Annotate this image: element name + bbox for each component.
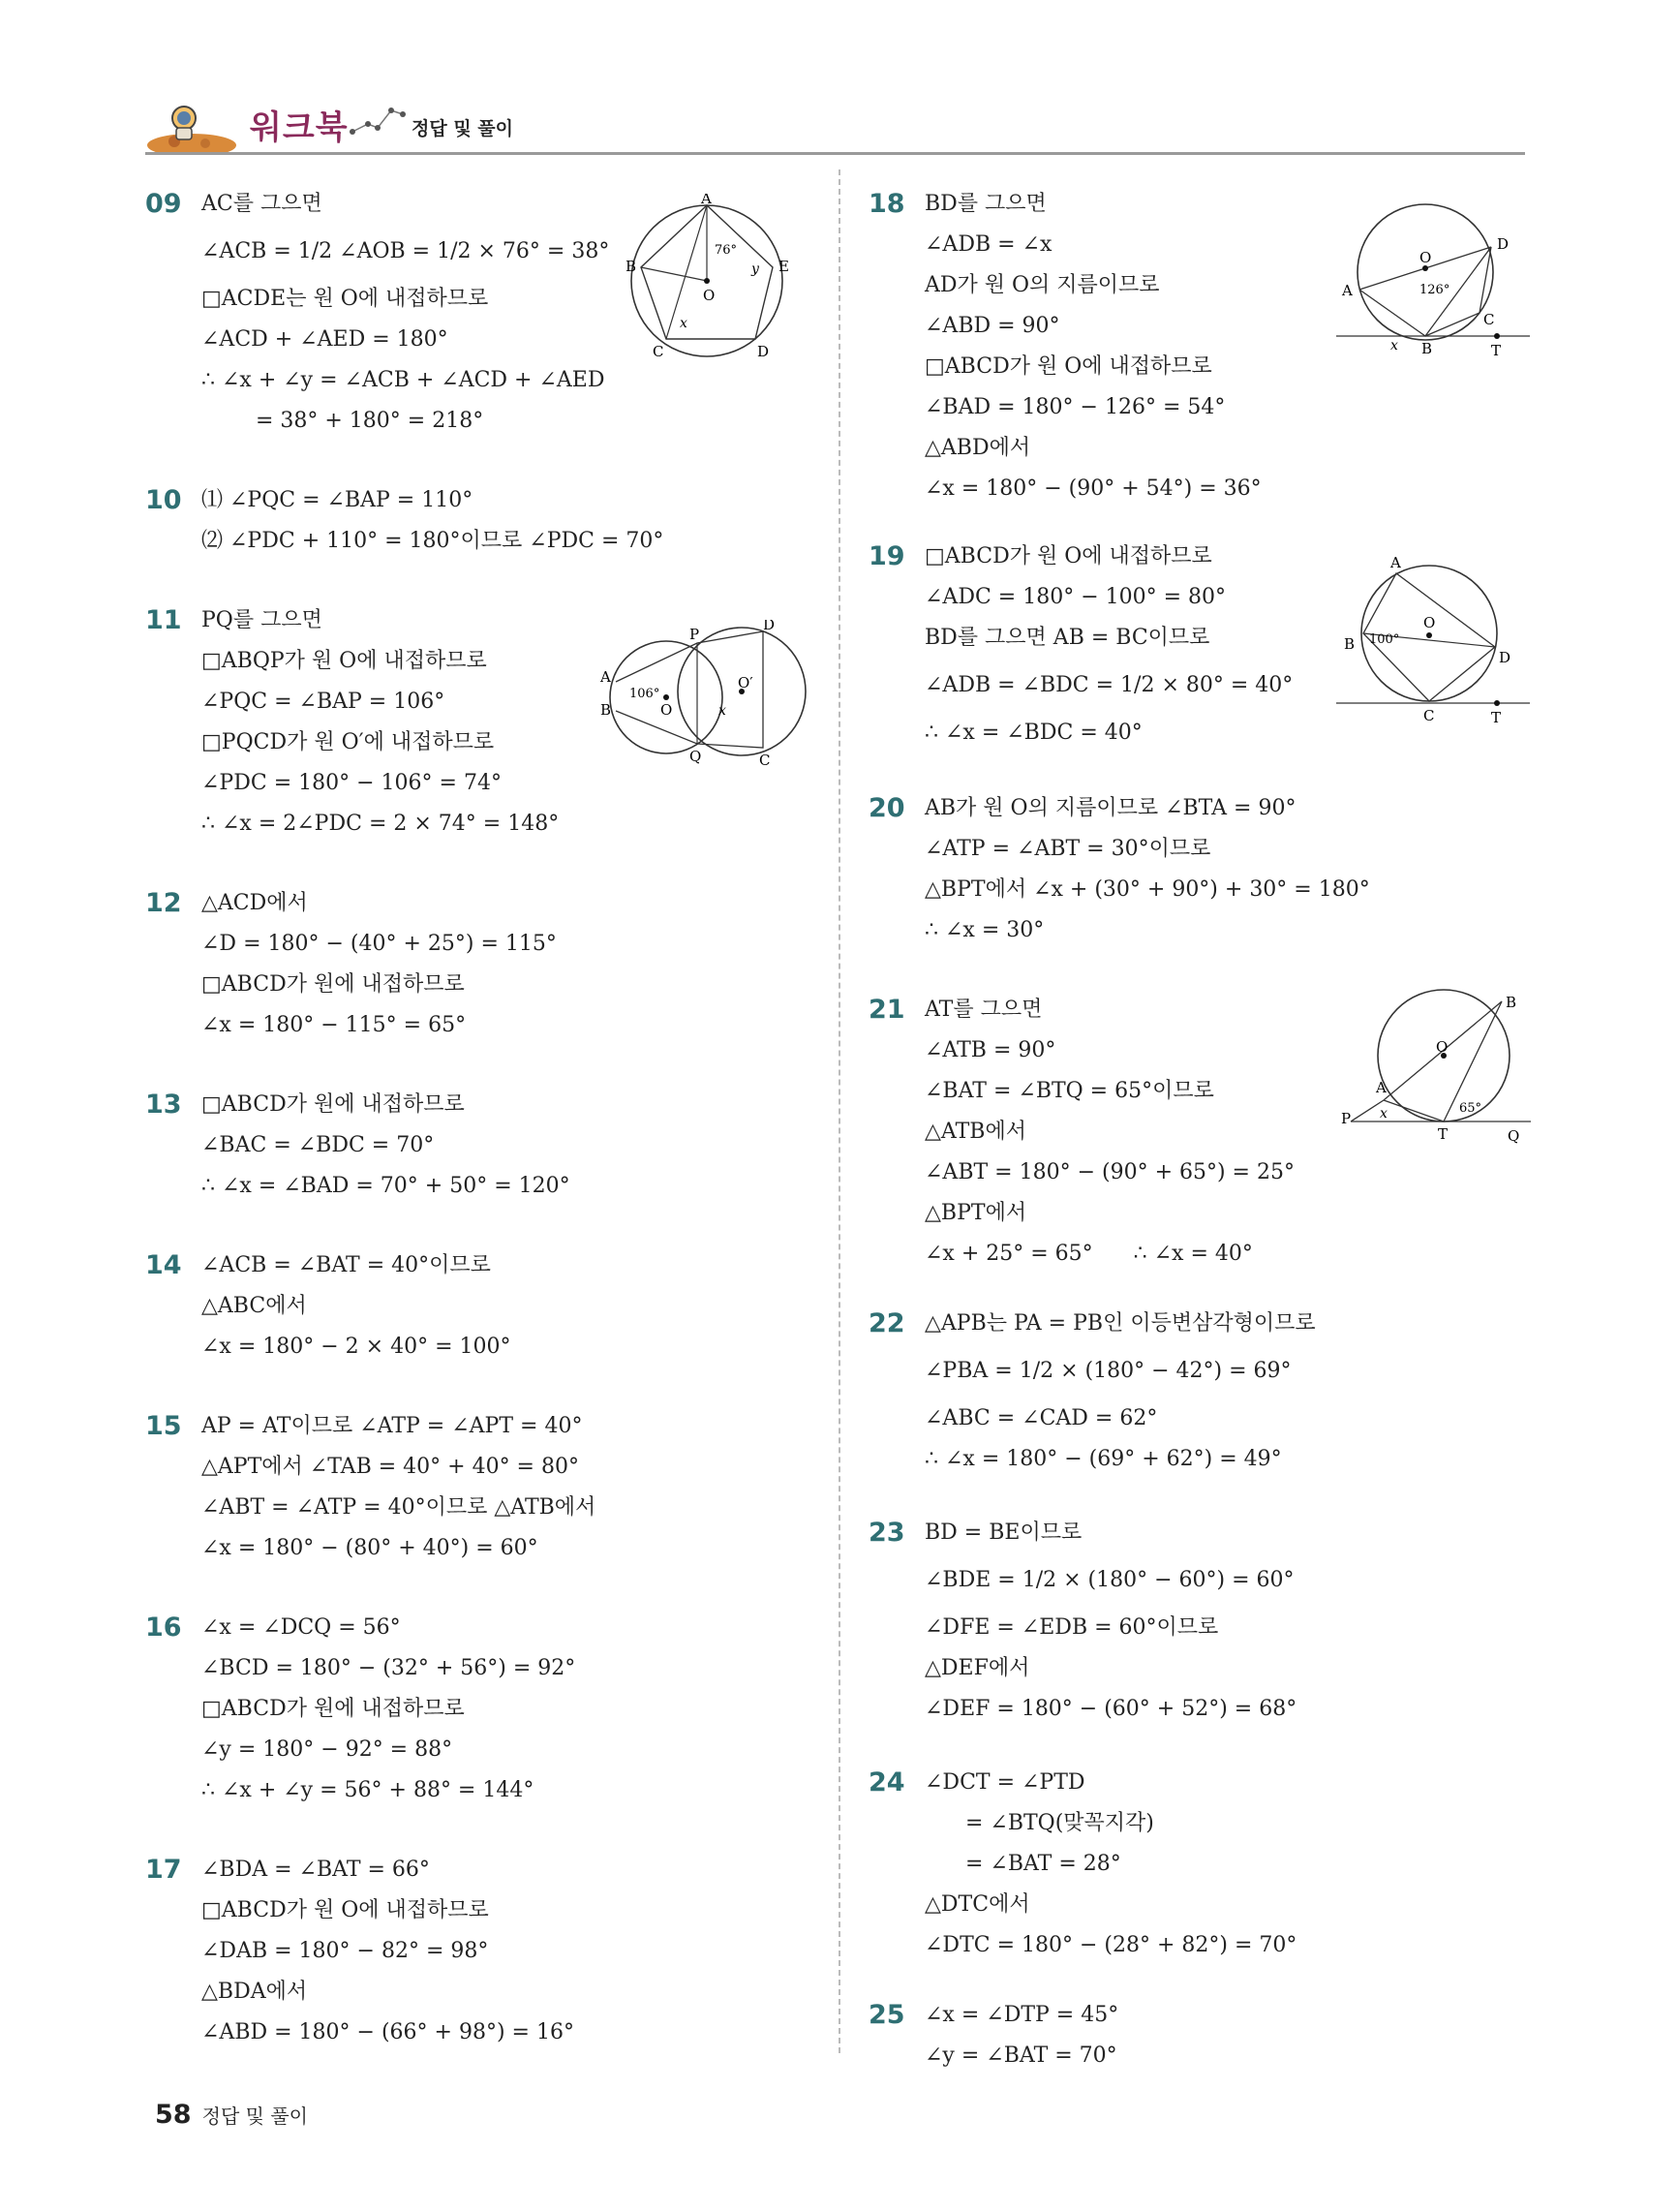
fig09-label-O: O	[703, 287, 716, 304]
fig19-label-T: T	[1491, 709, 1502, 726]
header-rule	[145, 152, 1525, 155]
problem-number: 14	[145, 1250, 182, 1280]
solution-line: △ABC에서	[201, 1294, 307, 1318]
astronaut-icon	[145, 97, 242, 155]
solution-line: □ACDE는 원 O에 내접하므로	[201, 287, 489, 311]
solution-line: ∠DTC = 180° − (28° + 82°) = 70°	[925, 1933, 1297, 1957]
problem-number: 20	[869, 793, 905, 823]
figure-19	[1336, 552, 1530, 726]
page-number: 58	[155, 2100, 192, 2130]
problem-12	[145, 883, 804, 1046]
solution-line: ∠BAT = ∠BTQ = 65°이므로	[925, 1079, 1214, 1103]
solution-line: ∠x = ∠DTP = 45°	[925, 2003, 1119, 2027]
solution-line: = 38° + 180° = 218°	[201, 409, 484, 433]
fig21-label-O: O	[1436, 1038, 1449, 1056]
fig09-label-x: x	[680, 316, 687, 331]
solution-line: △ATB에서	[925, 1120, 1026, 1144]
problem-number: 22	[869, 1308, 905, 1338]
solution-line: ∠DEF = 180° − (60° + 52°) = 68°	[925, 1697, 1297, 1721]
solution-line: ∠ABT = ∠ATP = 40°이므로 △ATB에서	[201, 1495, 596, 1520]
fig19-label-angle: 100°	[1369, 632, 1400, 647]
problem-24	[869, 1763, 1527, 1966]
solution-line: ∠BAD = 180° − 126° = 54°	[925, 395, 1226, 419]
fig21-label-Q: Q	[1508, 1127, 1520, 1145]
fig21-label-T: T	[1438, 1125, 1449, 1143]
solution-line: ∠y = 180° − 92° = 88°	[201, 1737, 453, 1762]
solution-line: ∠ADC = 180° − 100° = 80°	[925, 585, 1227, 609]
fig18-label-D: D	[1497, 235, 1510, 253]
solution-line: △BPT에서 ∠x + (30° + 90°) + 30° = 180°	[925, 877, 1370, 902]
fig09-label-angle: 76°	[715, 243, 738, 258]
solution-line: △BDA에서	[201, 1980, 308, 2004]
problem-17	[145, 1850, 804, 2053]
problem-number: 12	[145, 888, 182, 918]
solution-line: AC를 그으면	[201, 192, 322, 216]
problem-13	[145, 1085, 804, 1207]
problem-number: 15	[145, 1411, 182, 1441]
fig18-label-T: T	[1491, 342, 1502, 359]
solution-line: ∠x = 180° − (80° + 40°) = 60°	[201, 1536, 538, 1560]
problem-22	[869, 1304, 1527, 1480]
fig09-label-A: A	[701, 194, 712, 207]
solution-line: AP = AT이므로 ∠ATP = ∠APT = 40°	[201, 1414, 583, 1438]
column-divider	[839, 169, 840, 2053]
figure-09	[620, 194, 804, 368]
solution-line: ∠x = 180° − 115° = 65°	[201, 1013, 467, 1037]
solution-line: △BPT에서	[925, 1201, 1027, 1225]
solution-line: △DTC에서	[925, 1892, 1030, 1917]
constellation-icon	[349, 103, 407, 141]
problem-number: 11	[145, 605, 182, 635]
solution-line: ⑵ ∠PDC + 110° = 180°이므로 ∠PDC = 70°	[201, 529, 664, 553]
solution-line: □ABCD가 원 O에 내접하므로	[925, 544, 1212, 568]
problem-number: 13	[145, 1090, 182, 1120]
fig21-label-A: A	[1376, 1079, 1387, 1096]
solution-line: ∠ABC = ∠CAD = 62°	[925, 1406, 1158, 1430]
solution-line: BD를 그으면	[925, 192, 1047, 216]
solution-line: ∠D = 180° − (40° + 25°) = 115°	[201, 932, 557, 956]
fig11-label-Q: Q	[689, 748, 702, 765]
page-footer	[155, 2100, 308, 2130]
fig11-label-D: D	[763, 620, 776, 633]
solution-line: △DEF에서	[925, 1656, 1030, 1680]
solution-line: ∠DAB = 180° − 82° = 98°	[201, 1939, 489, 1963]
solution-line: ∠x + 25° = 65° ∴ ∠x = 40°	[925, 1242, 1253, 1266]
fig18-label-B: B	[1421, 340, 1433, 357]
solution-line: □ABCD가 원 O에 내접하므로	[201, 1898, 489, 1922]
problem-10	[145, 480, 804, 562]
fig11-label-C: C	[759, 752, 771, 765]
fig21-label-angle: 65°	[1459, 1101, 1482, 1116]
solution-line: ∴ ∠x = ∠BDC = 40°	[925, 721, 1143, 745]
solution-line: □ABCD가 원에 내접하므로	[201, 1092, 465, 1117]
solution-line: ∴ ∠x = ∠BAD = 70° + 50° = 120°	[201, 1174, 570, 1198]
solution-line: ∴ ∠x + ∠y = ∠ACB + ∠ACD + ∠AED	[201, 368, 605, 392]
page-header	[145, 97, 1525, 155]
solution-line: AT를 그으면	[925, 998, 1043, 1022]
solution-line: △APT에서 ∠TAB = 40° + 40° = 80°	[201, 1455, 579, 1479]
solution-line: ∠BAC = ∠BDC = 70°	[201, 1133, 435, 1157]
solution-line: ∠ABT = 180° − (90° + 65°) = 25°	[925, 1160, 1295, 1184]
fig19-label-C: C	[1423, 707, 1435, 724]
solution-line: ∠ACD + ∠AED = 180°	[201, 327, 448, 352]
fig11-label-x: x	[718, 703, 726, 719]
fig09-label-D: D	[757, 343, 770, 360]
solution-line: □PQCD가 원 O′에 내접하므로	[201, 730, 495, 754]
problem-16	[145, 1608, 804, 1811]
solution-line: ∠DCT = ∠PTD	[925, 1770, 1085, 1795]
fig19-label-A: A	[1390, 554, 1401, 571]
solution-line: ∴ ∠x = 2∠PDC = 2 × 74° = 148°	[201, 812, 560, 836]
solution-line: ∴ ∠x + ∠y = 56° + 88° = 144°	[201, 1778, 534, 1802]
solution-line: ∠ABD = 180° − (66° + 98°) = 16°	[201, 2020, 574, 2044]
fig11-label-B: B	[600, 701, 612, 719]
problem-number: 23	[869, 1518, 905, 1548]
solution-line: ∠x = ∠DCQ = 56°	[201, 1615, 401, 1640]
problem-number: 19	[869, 541, 905, 571]
fig09-label-C: C	[653, 343, 664, 360]
solution-line: □ABCD가 원 O에 내접하므로	[925, 354, 1212, 379]
fig11-label-angle: 106°	[629, 687, 660, 701]
fig21-label-B: B	[1506, 994, 1517, 1011]
problem-number: 24	[869, 1767, 905, 1797]
left-column	[145, 184, 804, 2053]
fig18-label-C: C	[1483, 311, 1495, 328]
solution-line: ∴ ∠x = 180° − (69° + 62°) = 49°	[925, 1447, 1282, 1471]
fig09-label-y: y	[751, 261, 759, 277]
fig09-label-B: B	[625, 258, 637, 275]
footer-label: 정답 및 풀이	[201, 2104, 308, 2128]
solution-line: □ABQP가 원 O에 내접하므로	[201, 649, 487, 673]
header-subtitle: 정답 및 풀이	[412, 118, 513, 139]
problem-20	[869, 788, 1527, 951]
solution-line: △ACD에서	[201, 891, 308, 915]
fig21-label-x: x	[1380, 1106, 1388, 1121]
problem-23	[869, 1513, 1527, 1730]
figure-11	[598, 620, 811, 765]
solution-line: = ∠BAT = 28°	[925, 1852, 1121, 1876]
solution-line: ∠BDE = 1/2 × (180° − 60°) = 60°	[925, 1568, 1295, 1592]
solution-line: ∠ATP = ∠ABT = 30°이므로	[925, 837, 1211, 861]
solution-line: ∠ADB = ∠x	[925, 232, 1053, 257]
solution-line: ∠ACB = ∠BAT = 40°이므로	[201, 1253, 491, 1277]
solution-line: ∠DFE = ∠EDB = 60°이므로	[925, 1615, 1219, 1640]
fig21-label-P: P	[1341, 1110, 1352, 1127]
header-title: 워크북	[250, 108, 349, 147]
solution-line: ∠x = 180° − 2 × 40° = 100°	[201, 1335, 511, 1359]
solution-line: AD가 원 O의 지름이므로	[925, 273, 1160, 297]
solution-line: = ∠BTQ(맞꼭지각)	[925, 1811, 1154, 1835]
fig19-label-O: O	[1423, 614, 1436, 631]
solution-line: △ABD에서	[925, 436, 1031, 460]
fig19-label-D: D	[1499, 649, 1511, 666]
fig11-label-A: A	[600, 668, 611, 686]
solution-line: ⑴ ∠PQC = ∠BAP = 110°	[201, 488, 473, 512]
problem-25	[869, 1995, 1527, 2076]
problem-number: 09	[145, 189, 182, 219]
fig18-label-O: O	[1419, 249, 1432, 266]
problem-number: 16	[145, 1613, 182, 1643]
figure-21	[1341, 978, 1535, 1152]
solution-line: ∠ACB = 1/2 ∠AOB = 1/2 × 76° = 38°	[201, 239, 610, 263]
solution-line: AB가 원 O의 지름이므로 ∠BTA = 90°	[925, 796, 1297, 820]
problem-14	[145, 1245, 804, 1367]
solution-line: ∴ ∠x = 30°	[925, 918, 1045, 942]
figure-18	[1336, 189, 1530, 363]
fig11-label-O: O	[660, 701, 673, 719]
solution-line: □ABCD가 원에 내접하므로	[201, 972, 465, 997]
solution-line: ∠PBA = 1/2 × (180° − 42°) = 69°	[925, 1359, 1292, 1383]
solution-line: ∠PDC = 180° − 106° = 74°	[201, 771, 502, 795]
problem-15	[145, 1406, 804, 1569]
solution-line: ∠BCD = 180° − (32° + 56°) = 92°	[201, 1656, 576, 1680]
fig09-label-E: E	[778, 258, 789, 275]
solution-line: ∠y = ∠BAT = 70°	[925, 2043, 1117, 2068]
fig18-label-x: x	[1390, 338, 1398, 353]
solution-line: BD = BE이므로	[925, 1521, 1083, 1545]
fig18-label-A: A	[1342, 282, 1353, 299]
problem-number: 18	[869, 189, 905, 219]
solution-line: ∠ABD = 90°	[925, 314, 1060, 338]
solution-line: BD를 그으면 AB = BC이므로	[925, 626, 1210, 650]
solution-line: ∠BDA = ∠BAT = 66°	[201, 1858, 430, 1882]
problem-number: 21	[869, 995, 905, 1025]
solution-line: □ABCD가 원에 내접하므로	[201, 1697, 465, 1721]
solution-line: ∠ATB = 90°	[925, 1038, 1056, 1062]
solution-line: PQ를 그으면	[201, 608, 322, 632]
solution-line: ∠ADB = ∠BDC = 1/2 × 80° = 40°	[925, 673, 1294, 697]
solution-line: ∠x = 180° − (90° + 54°) = 36°	[925, 476, 1262, 501]
fig11-label-O2: O′	[738, 674, 753, 691]
fig11-label-P: P	[689, 626, 700, 643]
problem-number: 10	[145, 485, 182, 515]
problem-number: 17	[145, 1855, 182, 1885]
problem-number: 25	[869, 2000, 905, 2030]
solution-line: ∠PQC = ∠BAP = 106°	[201, 690, 445, 714]
solution-line: △APB는 PA = PB인 이등변삼각형이므로	[925, 1311, 1316, 1336]
fig19-label-B: B	[1344, 635, 1356, 653]
fig18-label-angle: 126°	[1419, 283, 1450, 297]
